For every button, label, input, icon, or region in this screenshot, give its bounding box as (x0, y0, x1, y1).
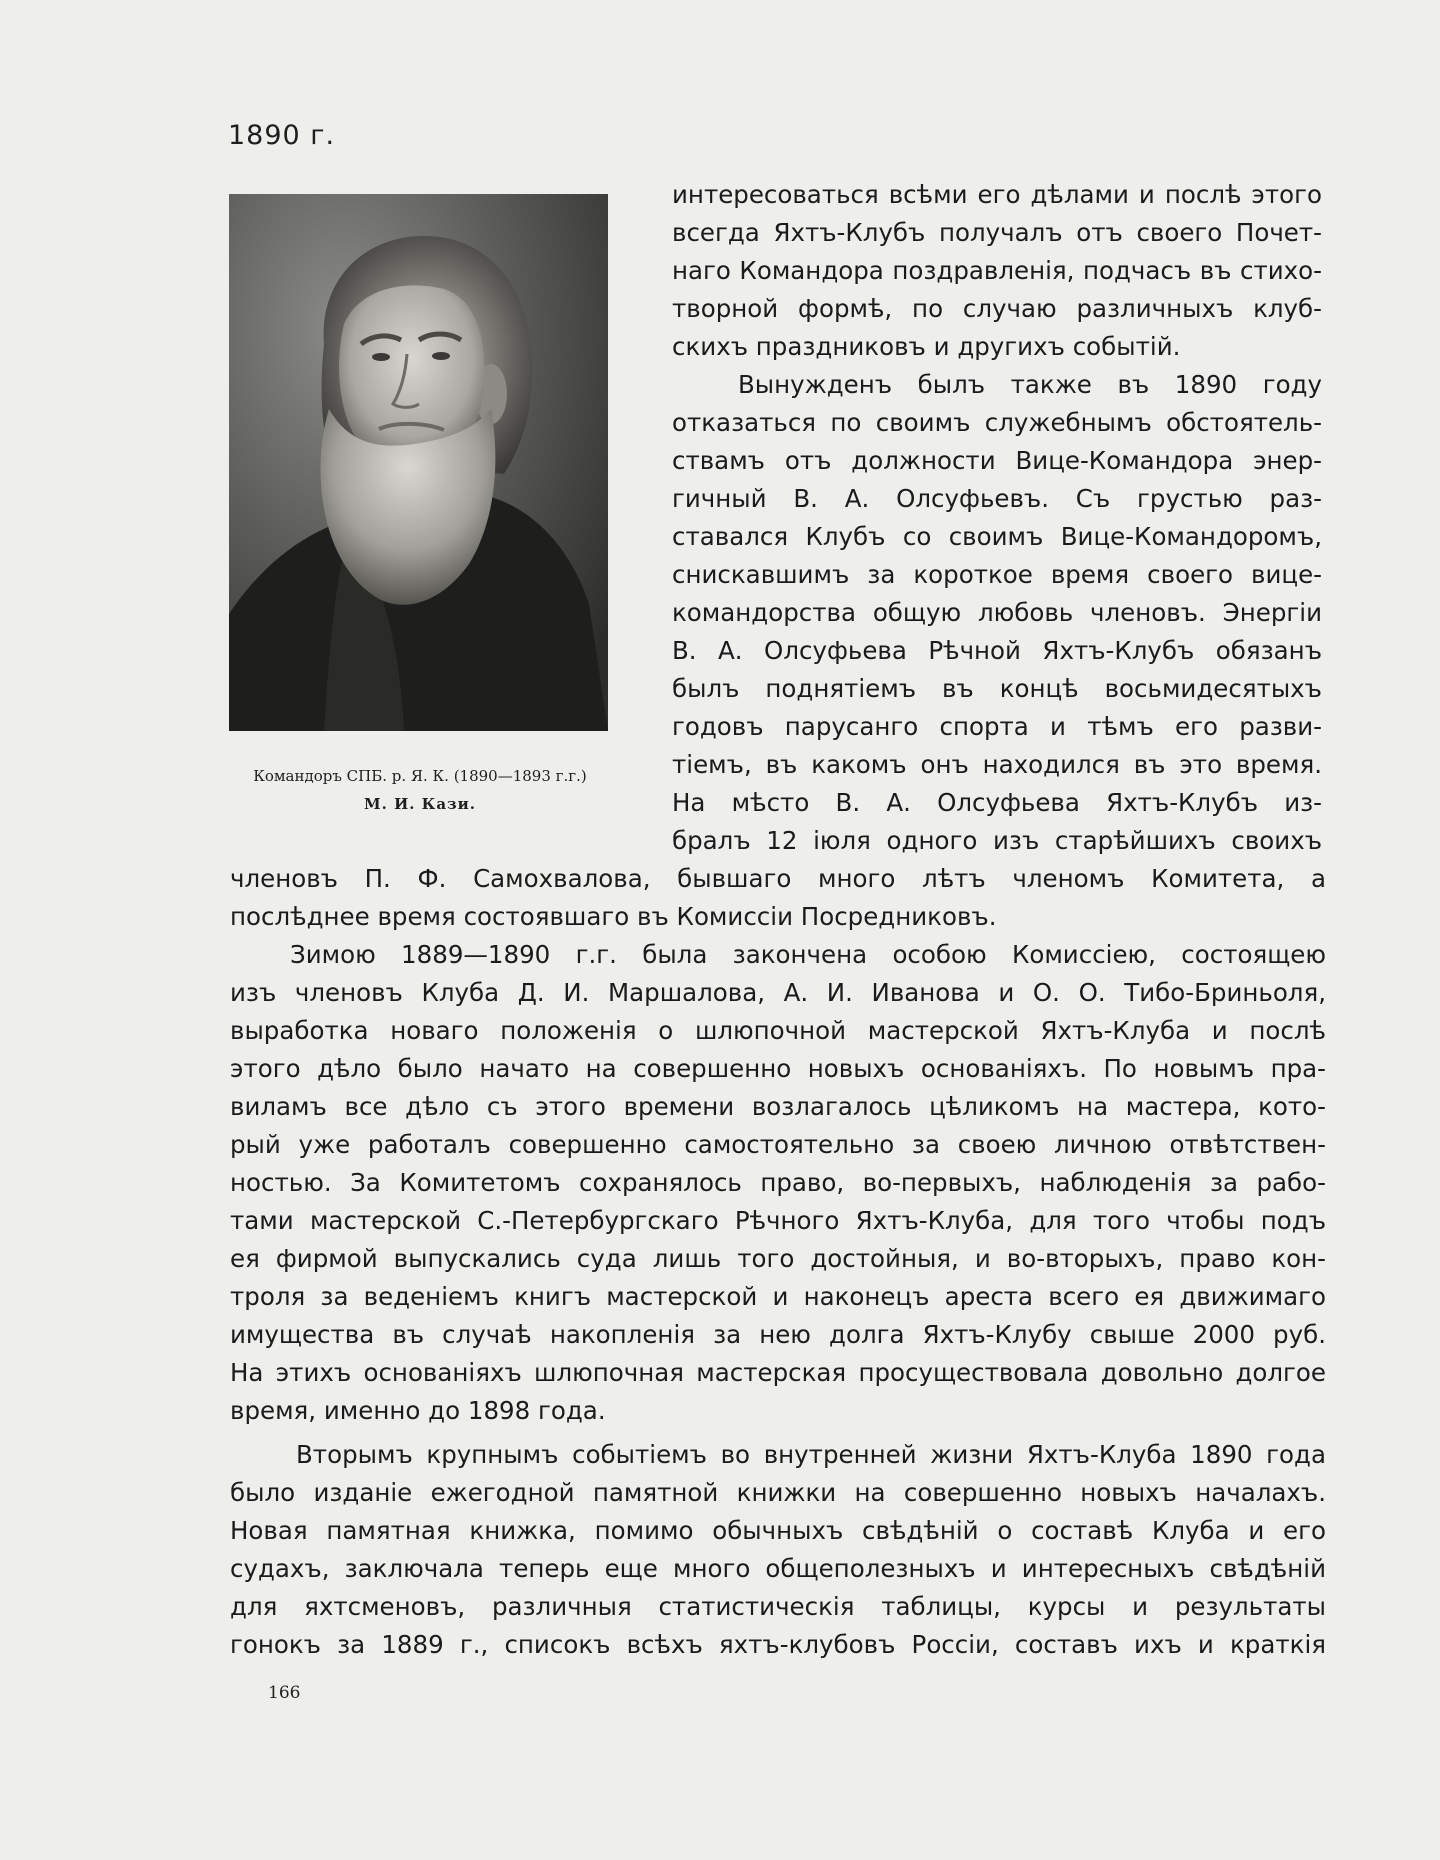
text-line: троля за веденіемъ книгъ мастерской и наконецъ ареста всего ея движимаго (230, 1282, 1326, 1311)
text-line: виламъ все дѣло съ этого времени возлагалось цѣликомъ на мастера, кото- (230, 1092, 1326, 1121)
text-line: ставался Клубъ со своимъ Вице-Командоромъ, (672, 522, 1322, 551)
text-line: послѣднее время состоявшаго въ Комиссіи Посредниковъ. (230, 902, 997, 931)
text-line: снискавшимъ за короткое время своего вице- (672, 560, 1322, 589)
caption-title: Командоръ СПБ. р. Я. К. (1890—1893 г.г.) (253, 767, 587, 785)
text-line: было изданіе ежегодной памятной книжки на совершенно новыхъ началахъ. (230, 1478, 1326, 1507)
text-line: имущества въ случаѣ накопленія за нею долга Яхтъ-Клубу свыше 2000 руб. (230, 1320, 1326, 1349)
text-line: В. А. Олсуфьева Рѣчной Яхтъ-Клубъ обязанъ (672, 636, 1322, 665)
text-line: рый уже работалъ совершенно самостоятельно за своею личною отвѣтствен- (230, 1130, 1326, 1159)
text-line: всегда Яхтъ-Клубъ получалъ отъ своего Почет- (672, 218, 1322, 247)
text-line: интересоваться всѣми его дѣлами и послѣ этого (672, 180, 1322, 209)
text-line: для яхтсменовъ, различныя статистическія таблицы, курсы и результаты (230, 1592, 1326, 1621)
text-line: отказаться по своимъ служебнымъ обстоятель- (672, 408, 1322, 437)
portrait-image (229, 194, 608, 731)
text-line: изъ членовъ Клуба Д. И. Маршалова, А. И. Иванова и О. О. Тибо-Бриньоля, (230, 978, 1326, 1007)
text-line: время, именно до 1898 года. (230, 1396, 606, 1425)
text-line: ея фирмой выпускались суда лишь того достойныя, и во-вторыхъ, право кон- (230, 1244, 1326, 1273)
text-line: Вынужденъ былъ также въ 1890 году (738, 370, 1322, 399)
text-line: членовъ П. Ф. Самохвалова, бывшаго много лѣтъ членомъ Комитета, а (230, 864, 1326, 893)
text-line: бралъ 12 іюля одного изъ старѣйшихъ своихъ (672, 826, 1322, 855)
text-line: годовъ парусанго спорта и тѣмъ его разви- (672, 712, 1322, 741)
text-line: командорства общую любовь членовъ. Энергіи (672, 598, 1322, 627)
text-line: гонокъ за 1889 г., списокъ всѣхъ яхтъ-клубовъ Россіи, составъ ихъ и краткія (230, 1630, 1326, 1659)
text-line: На мѣсто В. А. Олсуфьева Яхтъ-Клубъ из- (672, 788, 1322, 817)
text-line: творной формѣ, по случаю различныхъ клуб- (672, 294, 1322, 323)
text-line: гичный В. А. Олсуфьевъ. Съ грустью раз- (672, 484, 1322, 513)
text-line: Новая памятная книжка, помимо обычныхъ свѣдѣній о составѣ Клуба и его (230, 1516, 1326, 1545)
text-line: былъ поднятіемъ въ концѣ восьмидесятыхъ (672, 674, 1322, 703)
text-line: Зимою 1889—1890 г.г. была закончена особою Комиссіею, состоящею (290, 940, 1326, 969)
caption-name: М. И. Кази. (364, 795, 476, 813)
text-line: ностью. За Комитетомъ сохранялось право, во-первыхъ, наблюденія за рабо- (230, 1168, 1326, 1197)
page-header-year: 1890 г. (228, 120, 336, 151)
text-line: Вторымъ крупнымъ событіемъ во внутренней жизни Яхтъ-Клуба 1890 года (296, 1440, 1326, 1469)
text-line: судахъ, заключала теперь еще много общеполезныхъ и интересныхъ свѣдѣній (230, 1554, 1326, 1583)
text-line: На этихъ основаніяхъ шлюпочная мастерская просуществовала довольно долгое (230, 1358, 1326, 1387)
text-line: скихъ праздниковъ и другихъ событій. (672, 332, 1181, 361)
text-line: выработка новаго положенія о шлюпочной мастерской Яхтъ-Клуба и послѣ (230, 1016, 1326, 1045)
portrait-caption (205, 762, 635, 818)
text-line: ствамъ отъ должности Вице-Командора энер- (672, 446, 1322, 475)
text-line: тіемъ, въ какомъ онъ находился въ это время. (672, 750, 1322, 779)
text-line: наго Командора поздравленія, подчасъ въ стихо- (672, 256, 1322, 285)
page-number: 166 (268, 1683, 301, 1703)
portrait-photo (229, 194, 608, 731)
text-line: тами мастерской С.-Петербургскаго Рѣчного Яхтъ-Клуба, для того чтобы подъ (230, 1206, 1326, 1235)
text-line: этого дѣло было начато на совершенно новыхъ основаніяхъ. По новымъ пра- (230, 1054, 1326, 1083)
